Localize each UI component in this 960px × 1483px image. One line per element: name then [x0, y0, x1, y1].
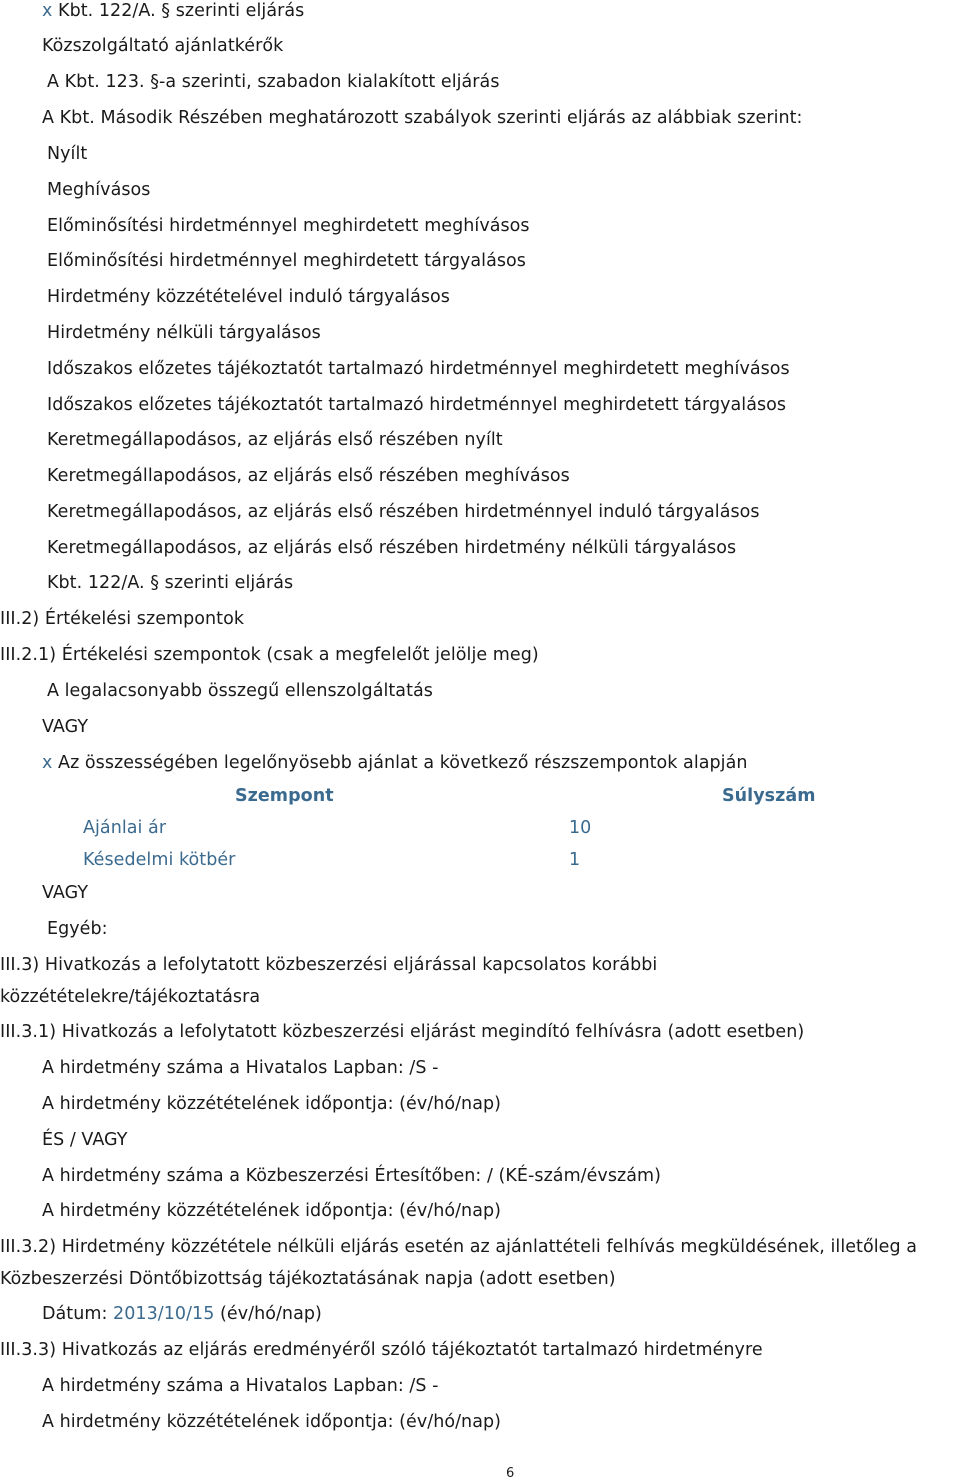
option-keret-hirdetmennyel: Keretmegállapodásos, az eljárás első részében hirdetménnyel induló tárgyalásos — [47, 502, 760, 522]
option-osszessegeben — [42, 752, 748, 774]
option-idoszakos-targyalasos: Időszakos előzetes tájékoztatót tartalmazó hirdetménnyel meghirdetett tárgyalásos — [47, 395, 787, 415]
table-header-criterion: Szempont — [235, 786, 334, 806]
option-keret-nelkuli: Keretmegállapodásos, az eljárás első részében hirdetmény nélküli tárgyalásos — [47, 538, 737, 558]
separator-es-vagy: ÉS / VAGY — [42, 1130, 128, 1150]
field-suffix: (év/hó/nap) — [220, 1304, 322, 1324]
separator-vagy-1: VAGY — [42, 717, 89, 737]
section-heading-iii32-line1: III.3.2) Hirdetmény közzététele nélküli eljárás esetén az ajánlattételi felhívás megküldésének, illetőleg a — [0, 1237, 917, 1257]
field-hivatalos-lap-1: A hirdetmény száma a Hivatalos Lapban: /S - — [42, 1058, 439, 1078]
option-legalacsonyabb: A legalacsonyabb összegű ellenszolgáltatás — [47, 681, 433, 701]
option-kbt-123: A Kbt. 123. §-a szerinti, szabadon kialakított eljárás — [47, 72, 500, 92]
field-kozzetetel-idopont-1: A hirdetmény közzétételének időpontja: (év/hó/nap) — [42, 1094, 502, 1114]
section-heading-iii33: III.3.3) Hivatkozás az eljárás eredményéről szóló tájékoztatót tartalmazó hirdetményre — [0, 1340, 763, 1360]
table-row-weight: 10 — [569, 818, 592, 838]
option-egyeb: Egyéb: — [47, 919, 108, 939]
page-number: 6 — [506, 1466, 515, 1481]
separator-vagy-2: VAGY — [42, 883, 89, 903]
section-heading-iii31: III.3.1) Hivatkozás a lefolytatott közbeszerzési eljárást megindító felhívásra (adott esetben) — [0, 1022, 805, 1042]
option-idoszakos-meghivasos: Időszakos előzetes tájékoztatót tartalmazó hirdetménnyel meghirdetett meghívásos — [47, 359, 790, 379]
section-heading-iii3-line1: III.3) Hivatkozás a lefolytatott közbeszerzési eljárással kapcsolatos korábbi — [0, 955, 658, 975]
option-keret-meghivasos: Keretmegállapodásos, az eljárás első részében meghívásos — [47, 466, 570, 486]
option-masodik-resz: A Kbt. Második Részében meghatározott szabályok szerinti eljárás az alábbiak szerint: — [42, 108, 803, 128]
table-row-criterion: Késedelmi kötbér — [83, 850, 236, 870]
option-label: Kbt. 122/A. § szerinti eljárás — [58, 1, 305, 21]
option-hirdetmeny-kozzetetelevel: Hirdetmény közzétételével induló tárgyalásos — [47, 287, 450, 307]
option-kbt-122a-top — [42, 0, 304, 22]
checked-mark: x — [42, 753, 53, 773]
option-keret-nyilt: Keretmegállapodásos, az eljárás első részében nyílt — [47, 430, 503, 450]
field-datum — [42, 1303, 322, 1325]
table-row-criterion: Ajánlai ár — [83, 818, 167, 838]
checked-mark: x — [42, 1, 53, 21]
section-heading-iii2: III.2) Értékelési szempontok — [0, 609, 245, 629]
field-kozzetetel-idopont-2: A hirdetmény közzétételének időpontja: (év/hó/nap) — [42, 1201, 502, 1221]
option-meghivasos: Meghívásos — [47, 180, 151, 200]
option-kozszolgaltato: Közszolgáltató ajánlatkérők — [42, 36, 284, 56]
option-elominositesi-meghivasos: Előminősítési hirdetménnyel meghirdetett meghívásos — [47, 216, 530, 236]
option-elominositesi-targyalasos: Előminősítési hirdetménnyel meghirdetett tárgyalásos — [47, 251, 526, 271]
table-row-weight: 1 — [569, 850, 581, 870]
field-hivatalos-lap-2: A hirdetmény száma a Hivatalos Lapban: /S - — [42, 1376, 439, 1396]
field-label: Dátum: — [42, 1304, 108, 1324]
field-value: 2013/10/15 — [113, 1304, 215, 1324]
option-label: Az összességében legelőnyösebb ajánlat a következő részszempontok alapján — [58, 753, 748, 773]
section-heading-iii3-line2: közzétételekre/tájékoztatásra — [0, 987, 261, 1007]
table-header-weight: Súlyszám — [722, 786, 816, 806]
section-heading-iii32-line2: Közbeszerzési Döntőbizottság tájékoztatásának napja (adott esetben) — [0, 1269, 616, 1289]
field-kozzetetel-idopont-3: A hirdetmény közzétételének időpontja: (év/hó/nap) — [42, 1412, 502, 1432]
option-kbt-122a-bottom: Kbt. 122/A. § szerinti eljárás — [47, 573, 294, 593]
field-kozbeszerzesi-ertesito: A hirdetmény száma a Közbeszerzési Értesítőben: / (KÉ-szám/évszám) — [42, 1166, 661, 1186]
option-nyilt: Nyílt — [47, 144, 88, 164]
option-hirdetmeny-nelkuli: Hirdetmény nélküli tárgyalásos — [47, 323, 321, 343]
section-heading-iii21: III.2.1) Értékelési szempontok (csak a megfelelőt jelölje meg) — [0, 645, 539, 665]
